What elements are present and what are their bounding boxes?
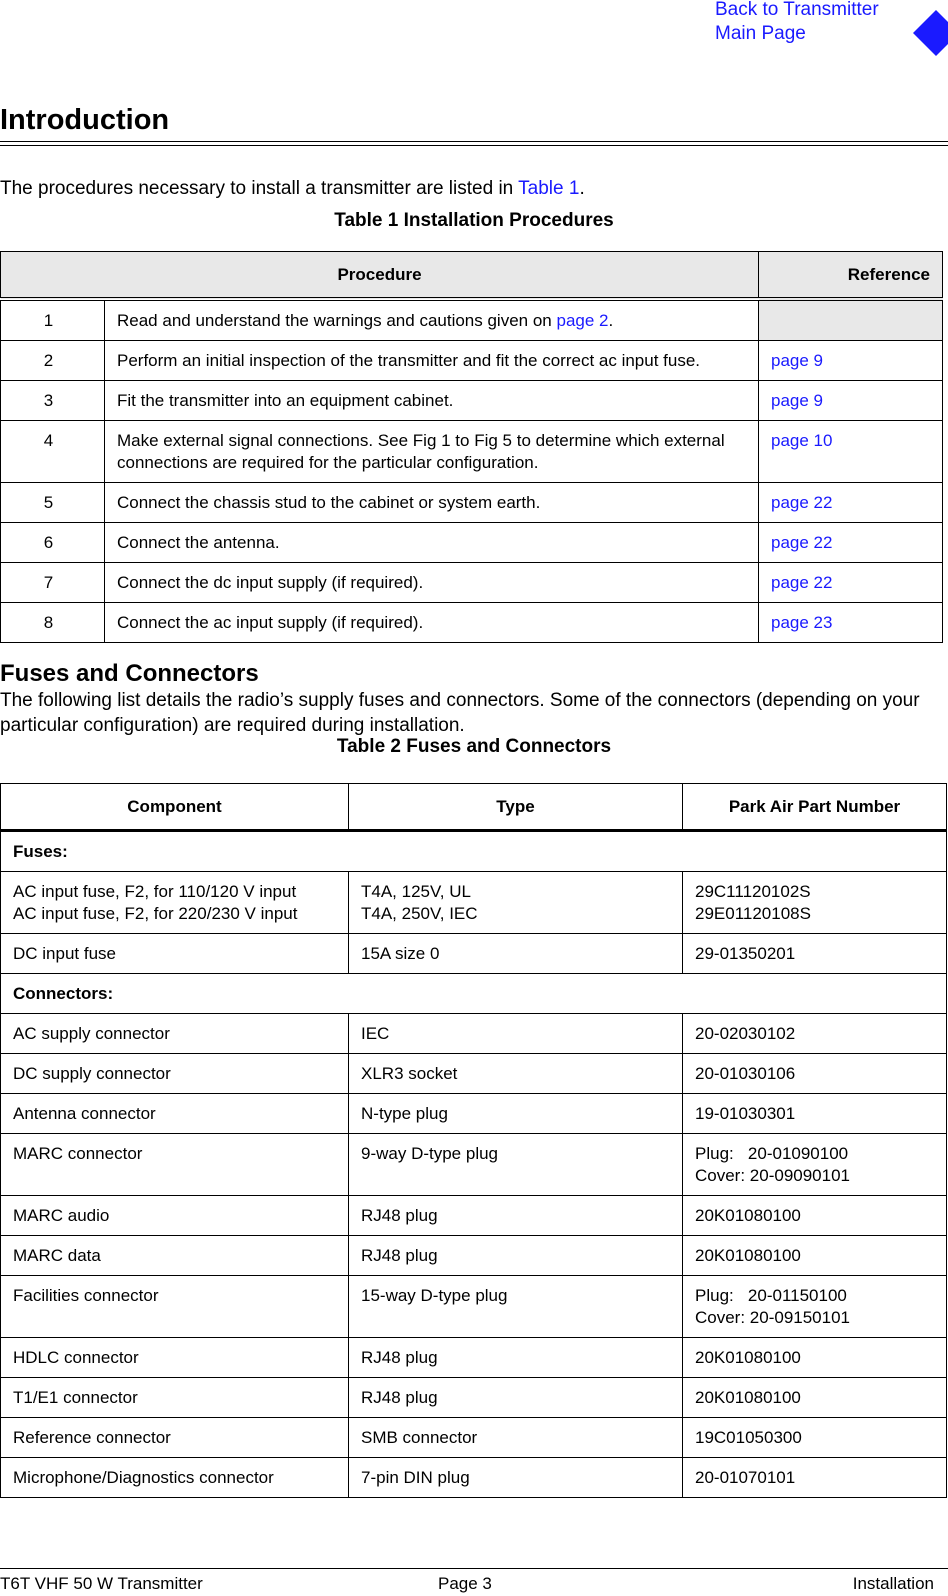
component-line: MARC connector xyxy=(13,1144,143,1163)
procedure-row xyxy=(1,299,943,341)
reference-link[interactable]: page 22 xyxy=(759,483,943,523)
back-to-main-link[interactable] xyxy=(715,0,879,46)
footer-page-number: Page 3 xyxy=(438,1574,492,1593)
procedure-text-end: . xyxy=(608,311,614,330)
part-cell xyxy=(683,1338,947,1378)
procedure-step-number: 7 xyxy=(1,563,105,603)
type-line: RJ48 plug xyxy=(361,1246,438,1265)
component-cell xyxy=(1,1054,349,1094)
back-link-line2: Main Page xyxy=(715,23,806,44)
procedure-row xyxy=(1,523,943,563)
component-cell xyxy=(1,1338,349,1378)
back-link-line1: Back to Transmitter xyxy=(715,0,879,20)
part-line: 29E01120108S xyxy=(695,904,811,923)
procedure-row xyxy=(1,563,943,603)
type-line: SMB connector xyxy=(361,1428,478,1447)
procedure-step-text xyxy=(105,421,759,483)
component-line: MARC audio xyxy=(13,1206,110,1225)
type-cell xyxy=(349,1276,683,1338)
component-cell xyxy=(1,1014,349,1054)
component-row xyxy=(1,872,947,934)
component-row xyxy=(1,1276,947,1338)
type-cell xyxy=(349,872,683,934)
procedure-step-number: 3 xyxy=(1,381,105,421)
part-line: 20K01080100 xyxy=(695,1348,801,1367)
component-row xyxy=(1,1054,947,1094)
component-line: AC supply connector xyxy=(13,1024,170,1043)
type-cell xyxy=(349,1418,683,1458)
part-cell xyxy=(683,1054,947,1094)
part-line: 20-01030106 xyxy=(695,1064,796,1083)
part-cell xyxy=(683,1276,947,1338)
component-cell xyxy=(1,1134,349,1196)
part-line: Cover: 20-09150101 xyxy=(695,1308,851,1327)
procedure-text: Perform an initial inspection of the transmitter and fit the correct ac input fuse. xyxy=(117,351,701,370)
part-cell xyxy=(683,1418,947,1458)
component-line: MARC data xyxy=(13,1246,101,1265)
type-line: 9-way D-type plug xyxy=(361,1144,499,1163)
table1-caption: Table 1 Installation Procedures xyxy=(334,210,614,231)
procedure-text: Read and understand the warnings and cautions given on xyxy=(117,311,557,330)
type-line: 7-pin DIN plug xyxy=(361,1468,470,1487)
table2-caption: Table 2 Fuses and Connectors xyxy=(336,736,612,757)
component-cell xyxy=(1,1276,349,1338)
component-line: T1/E1 connector xyxy=(13,1388,138,1407)
procedure-text: Make external signal connections. See Fig 1 to Fig 5 to determine which external connections are required for the particular configuration. xyxy=(117,431,725,472)
part-line: 29C11120102S xyxy=(695,882,811,901)
procedure-step-number: 5 xyxy=(1,483,105,523)
component-cell xyxy=(1,872,349,934)
type-line: T4A, 125V, UL xyxy=(361,882,471,901)
component-line: HDLC connector xyxy=(13,1348,139,1367)
intro-text: The procedures necessary to install a transmitter are listed in xyxy=(0,178,519,199)
part-line: 20-01070101 xyxy=(695,1468,796,1487)
reference-link[interactable]: page 22 xyxy=(759,523,943,563)
reference-link[interactable]: page 9 xyxy=(759,381,943,421)
procedure-row xyxy=(1,381,943,421)
type-cell xyxy=(349,1054,683,1094)
type-line: N-type plug xyxy=(361,1104,448,1123)
component-cell xyxy=(1,1458,349,1498)
procedure-text: Fit the transmitter into an equipment cabinet. xyxy=(117,391,454,410)
procedure-header: Procedure xyxy=(1,252,759,300)
procedure-step-number: 8 xyxy=(1,603,105,643)
fuses-connectors-table xyxy=(0,783,947,1498)
component-row xyxy=(1,1236,947,1276)
part-line: Cover: 20-09090101 xyxy=(695,1166,851,1185)
footer-rule xyxy=(0,1568,948,1569)
component-line: DC supply connector xyxy=(13,1064,171,1083)
type-cell xyxy=(349,1134,683,1196)
type-cell xyxy=(349,1014,683,1054)
procedure-step-number: 2 xyxy=(1,341,105,381)
part-cell xyxy=(683,1014,947,1054)
part-cell xyxy=(683,1458,947,1498)
part-cell xyxy=(683,872,947,934)
procedure-step-text xyxy=(105,381,759,421)
type-cell xyxy=(349,1196,683,1236)
title-rule-top xyxy=(0,141,948,142)
part-cell xyxy=(683,1094,947,1134)
section-label: Fuses: xyxy=(1,831,947,872)
part-cell xyxy=(683,1236,947,1276)
type-line: IEC xyxy=(361,1024,390,1043)
reference-link[interactable]: page 10 xyxy=(759,421,943,483)
procedure-row xyxy=(1,483,943,523)
component-line: Microphone/Diagnostics connector xyxy=(13,1468,274,1487)
component-line: Facilities connector xyxy=(13,1286,159,1305)
component-row xyxy=(1,934,947,974)
component-cell xyxy=(1,1196,349,1236)
part-number-header: Park Air Part Number xyxy=(683,784,947,831)
title-rule-bottom xyxy=(0,145,948,146)
table1-link[interactable]: Table 1 xyxy=(518,178,580,199)
fuses-connectors-heading: Fuses and Connectors xyxy=(0,660,259,687)
component-row xyxy=(1,1196,947,1236)
component-cell xyxy=(1,1094,349,1134)
part-cell xyxy=(683,1378,947,1418)
procedure-step-text xyxy=(105,523,759,563)
procedure-text: Connect the chassis stud to the cabinet or system earth. xyxy=(117,493,541,512)
type-cell xyxy=(349,934,683,974)
component-row xyxy=(1,1014,947,1054)
table2-header-row xyxy=(1,784,947,831)
procedure-step-number: 1 xyxy=(1,299,105,341)
procedure-text: Connect the ac input supply (if required). xyxy=(117,613,424,632)
intro-end: . xyxy=(579,178,585,199)
section-row xyxy=(1,831,947,872)
part-line: 20-02030102 xyxy=(695,1024,796,1043)
reference-link[interactable]: page 22 xyxy=(759,563,943,603)
footer-doc-title: T6T VHF 50 W Transmitter xyxy=(0,1574,203,1593)
section-label: Connectors: xyxy=(1,974,947,1014)
reference-header: Reference xyxy=(759,252,943,300)
table1-header-row xyxy=(1,252,943,300)
procedure-step-text xyxy=(105,563,759,603)
reference-link[interactable]: page 9 xyxy=(759,341,943,381)
footer-section: Installation xyxy=(852,1574,934,1593)
component-header: Component xyxy=(1,784,349,831)
component-row xyxy=(1,1134,947,1196)
procedure-row xyxy=(1,421,943,483)
component-line: AC input fuse, F2, for 220/230 V input xyxy=(13,904,298,923)
part-line: 19C01050300 xyxy=(695,1428,802,1447)
type-line: RJ48 plug xyxy=(361,1348,438,1367)
component-row xyxy=(1,1418,947,1458)
type-line: RJ48 plug xyxy=(361,1206,438,1225)
component-row xyxy=(1,1338,947,1378)
part-cell xyxy=(683,1134,947,1196)
component-line: AC input fuse, F2, for 110/120 V input xyxy=(13,882,297,901)
type-cell xyxy=(349,1338,683,1378)
procedure-text: Connect the antenna. xyxy=(117,533,280,552)
part-line: Plug: 20-01150100 xyxy=(695,1286,847,1305)
procedure-row xyxy=(1,341,943,381)
component-cell xyxy=(1,1378,349,1418)
type-cell xyxy=(349,1378,683,1418)
component-row xyxy=(1,1094,947,1134)
type-cell xyxy=(349,1094,683,1134)
type-line: XLR3 socket xyxy=(361,1064,458,1083)
part-line: 20K01080100 xyxy=(695,1246,801,1265)
type-line: 15-way D-type plug xyxy=(361,1286,508,1305)
section-row xyxy=(1,974,947,1014)
installation-procedures-table xyxy=(0,251,943,643)
component-row xyxy=(1,1458,947,1498)
part-line: Plug: 20-01090100 xyxy=(695,1144,849,1163)
procedure-step-text xyxy=(105,341,759,381)
page-title: Introduction xyxy=(0,104,170,136)
type-line: RJ48 plug xyxy=(361,1388,438,1407)
part-line: 19-01030301 xyxy=(695,1104,796,1123)
component-line: Antenna connector xyxy=(13,1104,156,1123)
type-cell xyxy=(349,1458,683,1498)
part-line: 20K01080100 xyxy=(695,1388,801,1407)
component-line: Reference connector xyxy=(13,1428,171,1447)
intro-paragraph xyxy=(0,177,585,201)
component-cell xyxy=(1,1236,349,1276)
part-cell xyxy=(683,1196,947,1236)
inline-page-link[interactable]: page 2 xyxy=(556,311,609,330)
procedure-step-number: 4 xyxy=(1,421,105,483)
type-line: 15A size 0 xyxy=(361,944,440,963)
type-header: Type xyxy=(349,784,683,831)
procedure-step-text xyxy=(105,603,759,643)
component-cell xyxy=(1,934,349,974)
part-line: 29-01350201 xyxy=(695,944,796,963)
procedure-text: Connect the dc input supply (if required). xyxy=(117,573,424,592)
procedure-step-number: 6 xyxy=(1,523,105,563)
reference-cell-empty xyxy=(759,299,943,341)
component-line: DC input fuse xyxy=(13,944,116,963)
back-arrow-icon[interactable] xyxy=(913,10,948,56)
fuses-connectors-paragraph: The following list details the radio’s supply fuses and connectors. Some of the connectors (depending on your particular configuration) are required during installation. xyxy=(0,690,920,736)
reference-link[interactable]: page 23 xyxy=(759,603,943,643)
component-row xyxy=(1,1378,947,1418)
type-line: T4A, 250V, IEC xyxy=(361,904,478,923)
procedure-row xyxy=(1,603,943,643)
component-cell xyxy=(1,1418,349,1458)
part-line: 20K01080100 xyxy=(695,1206,801,1225)
type-cell xyxy=(349,1236,683,1276)
procedure-step-text xyxy=(105,299,759,341)
part-cell xyxy=(683,934,947,974)
procedure-step-text xyxy=(105,483,759,523)
